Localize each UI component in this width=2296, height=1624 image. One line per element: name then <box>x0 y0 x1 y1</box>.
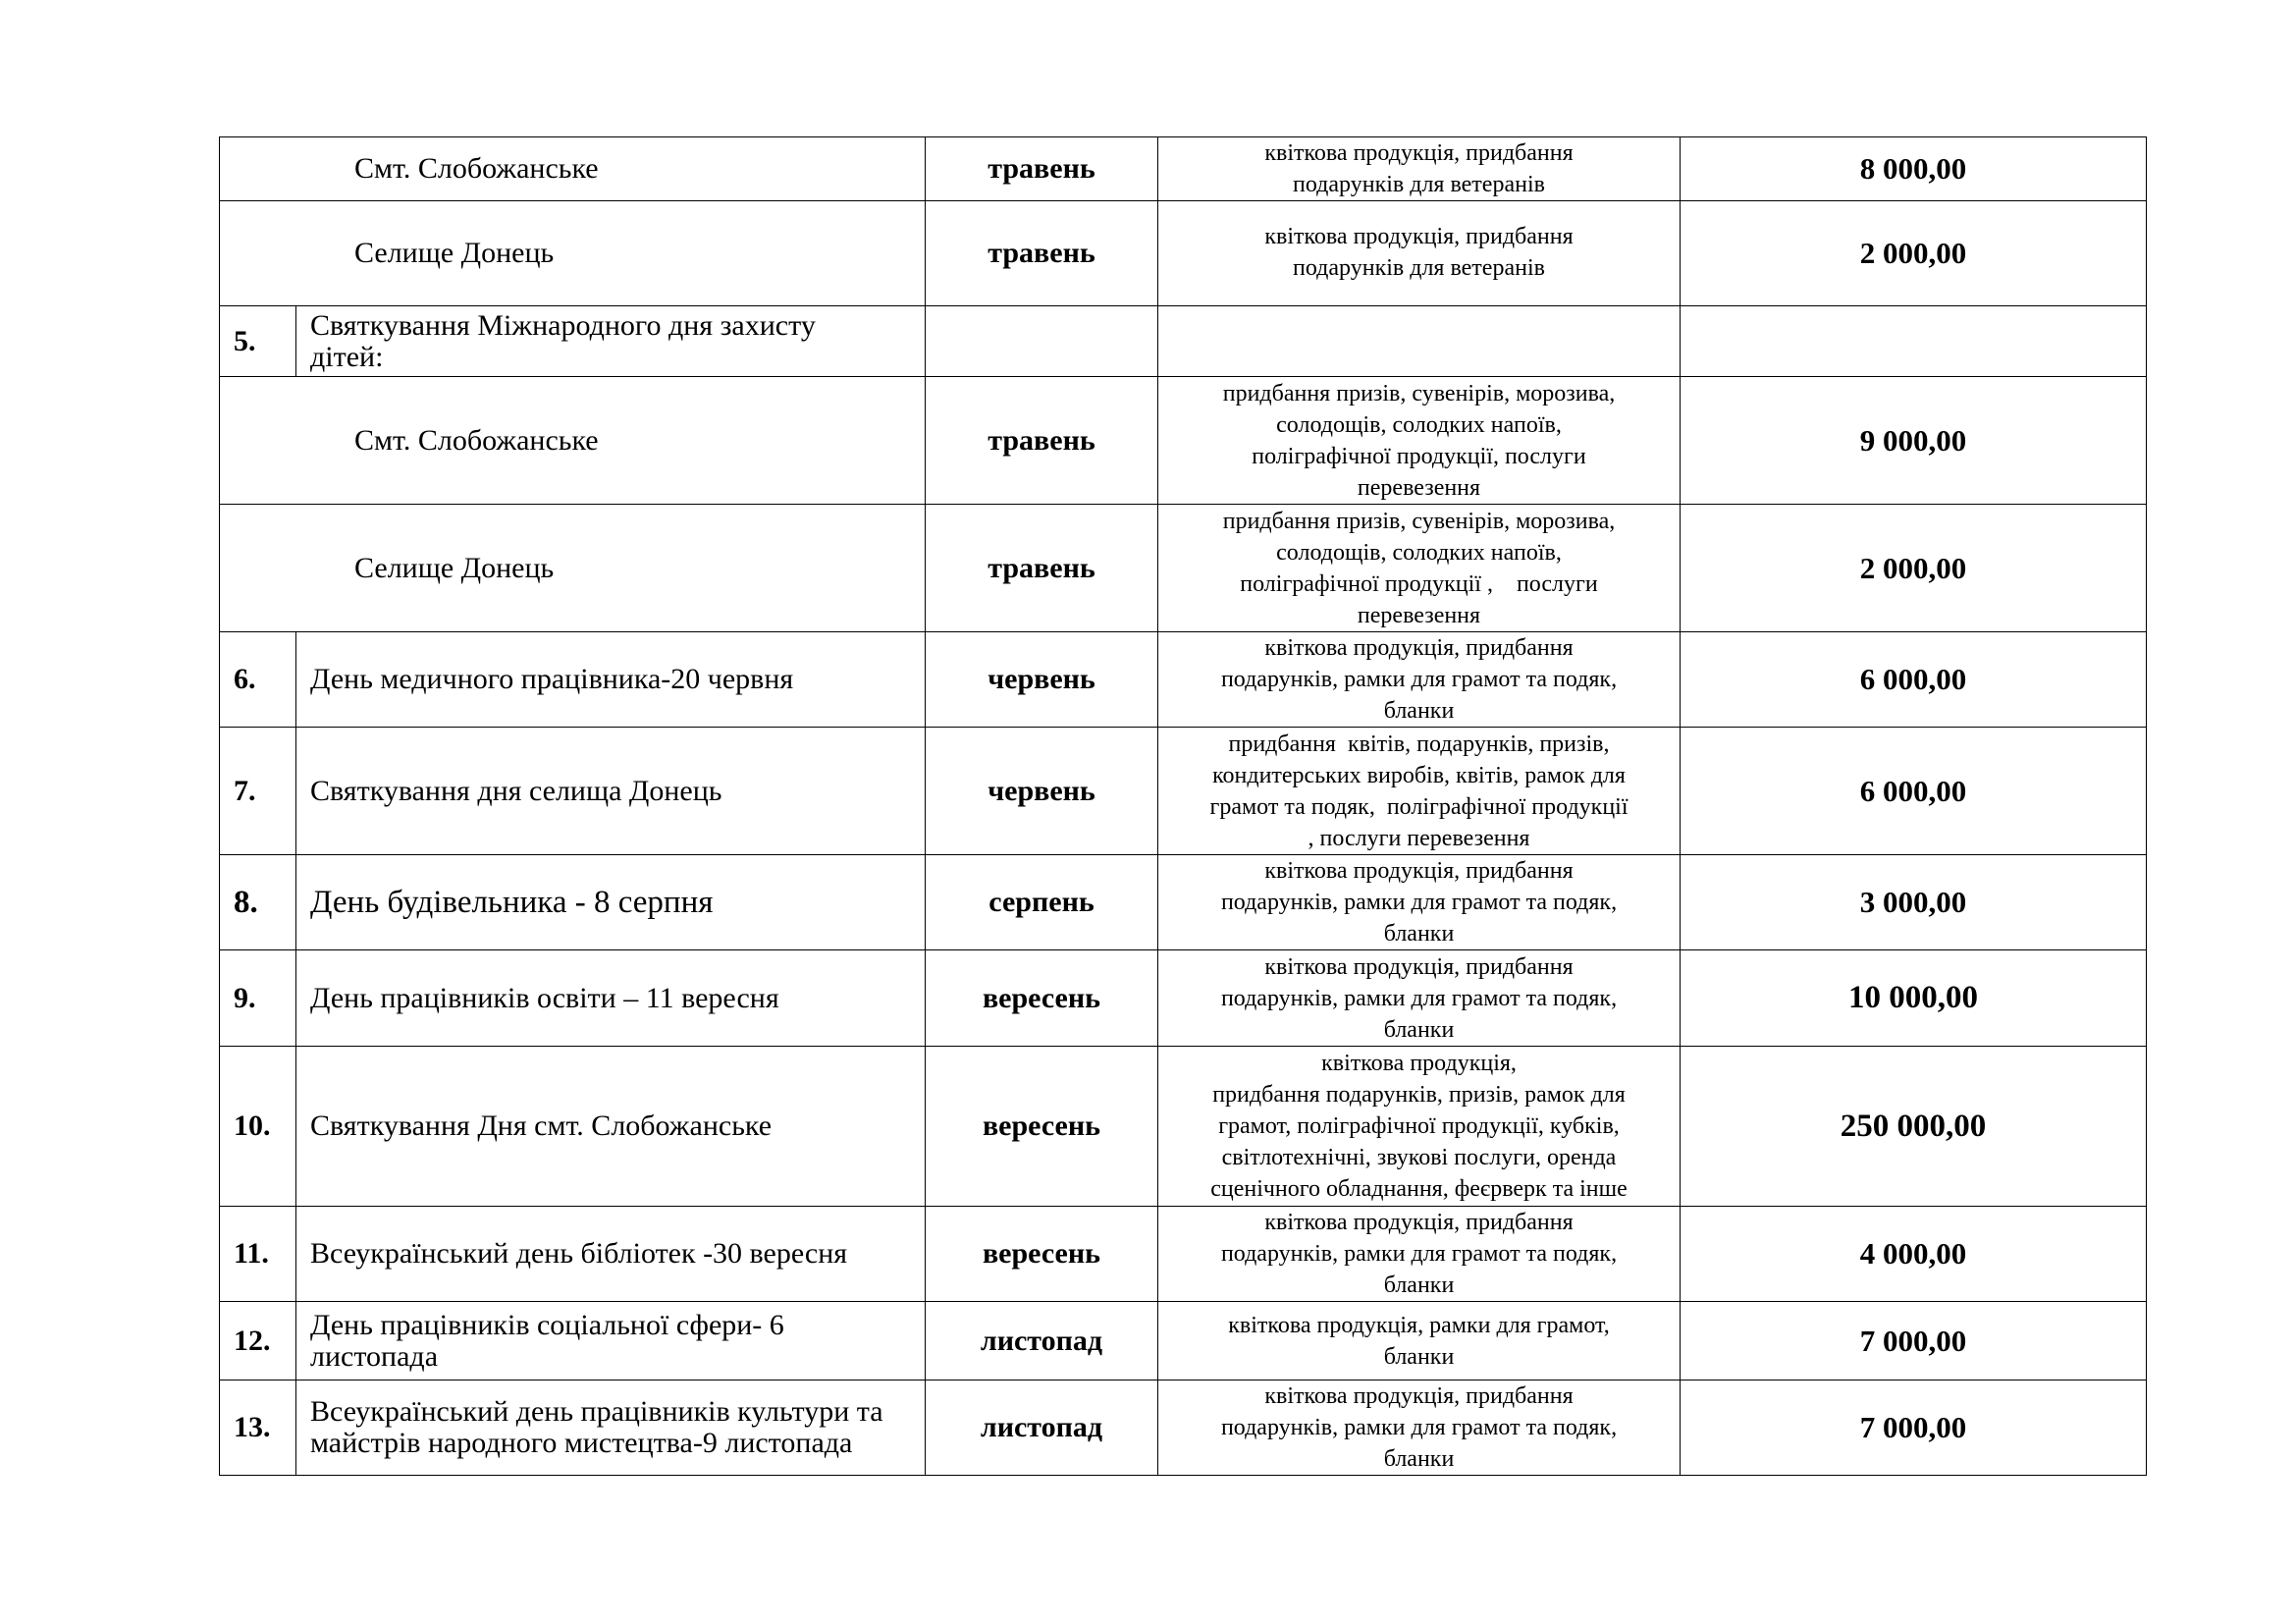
description-cell <box>1158 306 1681 377</box>
table-row <box>220 377 2147 505</box>
month-cell: вересень <box>926 1207 1158 1302</box>
amount-cell <box>1681 306 2147 377</box>
description-cell: квіткова продукція, придбання подарунків, рамки для грамот та подяк, бланки <box>1158 1207 1681 1302</box>
location-cell: Смт. Слобожанське <box>220 377 926 505</box>
table-row <box>220 137 2147 201</box>
table-row <box>220 855 2147 950</box>
description-cell: квіткова продукція, придбання подарунків, рамки для грамот та подяк, бланки <box>1158 1380 1681 1476</box>
amount-cell: 6 000,00 <box>1681 728 2147 855</box>
table-row <box>220 1047 2147 1207</box>
amount-cell: 3 000,00 <box>1681 855 2147 950</box>
row-number: 8. <box>220 855 296 950</box>
event-name: День будівельника - 8 серпня <box>296 855 926 950</box>
table-row <box>220 950 2147 1047</box>
month-cell: листопад <box>926 1380 1158 1476</box>
month-cell <box>926 306 1158 377</box>
amount-cell: 9 000,00 <box>1681 377 2147 505</box>
event-name: День працівників соціальної сфери- 6 листопада <box>296 1302 926 1380</box>
description-cell: квіткова продукція, придбання подарунків для ветеранів <box>1158 137 1681 201</box>
month-cell: травень <box>926 137 1158 201</box>
event-name: Святкування Міжнародного дня захисту дітей: <box>296 306 926 377</box>
description-cell: придбання призів, сувенірів, морозива, солодощів, солодких напоїв, поліграфічної продукції , послуги перевезення <box>1158 505 1681 632</box>
row-number: 10. <box>220 1047 296 1207</box>
table-row <box>220 632 2147 728</box>
amount-cell: 10 000,00 <box>1681 950 2147 1047</box>
location-cell: Селище Донець <box>220 505 926 632</box>
description-cell: квіткова продукція, придбання подарунків, рамки для грамот та подяк, бланки <box>1158 950 1681 1047</box>
amount-cell: 6 000,00 <box>1681 632 2147 728</box>
table-row <box>220 505 2147 632</box>
events-budget-table <box>219 136 2147 1476</box>
amount-cell: 250 000,00 <box>1681 1047 2147 1207</box>
month-cell: травень <box>926 377 1158 505</box>
table-row <box>220 201 2147 306</box>
row-number: 11. <box>220 1207 296 1302</box>
amount-cell: 2 000,00 <box>1681 505 2147 632</box>
location-cell: Селище Донець <box>220 201 926 306</box>
amount-cell: 7 000,00 <box>1681 1380 2147 1476</box>
month-cell: червень <box>926 728 1158 855</box>
row-number: 13. <box>220 1380 296 1476</box>
description-cell: квіткова продукція, придбання подарунків для ветеранів <box>1158 201 1681 306</box>
month-cell: травень <box>926 505 1158 632</box>
row-number: 6. <box>220 632 296 728</box>
location-cell: Смт. Слобожанське <box>220 137 926 201</box>
event-name: Всеукраїнський день бібліотек -30 вересня <box>296 1207 926 1302</box>
table-row <box>220 1380 2147 1476</box>
month-cell: серпень <box>926 855 1158 950</box>
table-row <box>220 1207 2147 1302</box>
description-cell: квіткова продукція, придбання подарунків, призів, рамок для грамот, поліграфічної продукції, кубків, світлотехнічні, звукові послуги, оренда сценічного обладнання, феєрверк та інше <box>1158 1047 1681 1207</box>
month-cell: червень <box>926 632 1158 728</box>
event-name: День працівників освіти – 11 вересня <box>296 950 926 1047</box>
description-cell: придбання призів, сувенірів, морозива, солодощів, солодких напоїв, поліграфічної продукції, послуги перевезення <box>1158 377 1681 505</box>
table-row <box>220 728 2147 855</box>
amount-cell: 4 000,00 <box>1681 1207 2147 1302</box>
row-number: 5. <box>220 306 296 377</box>
event-name: Святкування дня селища Донець <box>296 728 926 855</box>
amount-cell: 7 000,00 <box>1681 1302 2147 1380</box>
month-cell: вересень <box>926 950 1158 1047</box>
amount-cell: 8 000,00 <box>1681 137 2147 201</box>
row-number: 12. <box>220 1302 296 1380</box>
amount-cell: 2 000,00 <box>1681 201 2147 306</box>
table-row <box>220 1302 2147 1380</box>
row-number: 9. <box>220 950 296 1047</box>
description-cell: придбання квітів, подарунків, призів, кондитерських виробів, квітів, рамок для грамот та подяк, поліграфічної продукції , послуги перевезення <box>1158 728 1681 855</box>
event-name: День медичного працівника-20 червня <box>296 632 926 728</box>
month-cell: вересень <box>926 1047 1158 1207</box>
row-number: 7. <box>220 728 296 855</box>
event-name: Святкування Дня смт. Слобожанське <box>296 1047 926 1207</box>
description-cell: квіткова продукція, рамки для грамот, бланки <box>1158 1302 1681 1380</box>
description-cell: квіткова продукція, придбання подарунків, рамки для грамот та подяк, бланки <box>1158 632 1681 728</box>
table-body <box>220 137 2147 1476</box>
month-cell: травень <box>926 201 1158 306</box>
table-row-section <box>220 306 2147 377</box>
month-cell: листопад <box>926 1302 1158 1380</box>
description-cell: квіткова продукція, придбання подарунків, рамки для грамот та подяк, бланки <box>1158 855 1681 950</box>
event-name: Всеукраїнський день працівників культури та майстрів народного мистецтва-9 листопада <box>296 1380 926 1476</box>
